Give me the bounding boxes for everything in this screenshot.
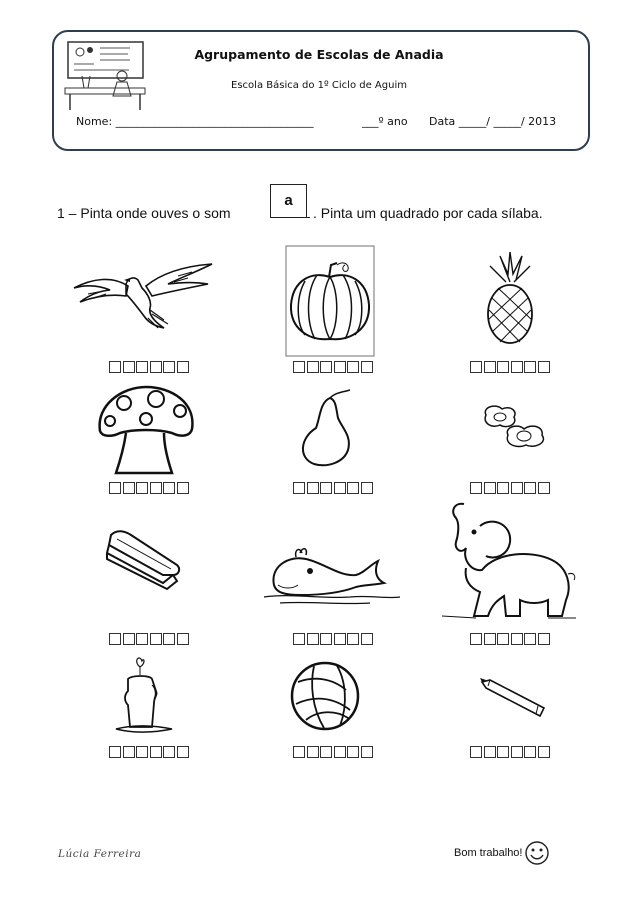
syllable-box[interactable] <box>524 633 536 645</box>
syllable-box[interactable] <box>307 482 319 494</box>
whale-icon <box>260 545 402 607</box>
syllable-boxes-ball[interactable] <box>293 746 374 758</box>
pineapple-icon <box>480 252 540 344</box>
syllable-box[interactable] <box>470 361 482 373</box>
syllable-box[interactable] <box>163 633 175 645</box>
stapler-icon <box>103 527 183 591</box>
syllable-box[interactable] <box>109 482 121 494</box>
syllable-box[interactable] <box>511 633 523 645</box>
syllable-box[interactable] <box>150 633 162 645</box>
eagle-icon <box>68 258 216 333</box>
syllable-box[interactable] <box>470 633 482 645</box>
syllable-box[interactable] <box>484 482 496 494</box>
syllable-box[interactable] <box>177 361 189 373</box>
syllable-box[interactable] <box>123 746 135 758</box>
syllable-box[interactable] <box>347 361 359 373</box>
syllable-box[interactable] <box>163 361 175 373</box>
syllable-box[interactable] <box>177 633 189 645</box>
syllable-box[interactable] <box>511 482 523 494</box>
syllable-box[interactable] <box>109 633 121 645</box>
syllable-box[interactable] <box>136 482 148 494</box>
name-field[interactable]: Nome: ____________________________________ <box>76 115 314 128</box>
closing-text: Bom trabalho! <box>454 847 523 859</box>
syllable-box[interactable] <box>347 633 359 645</box>
sound-underline <box>270 217 310 218</box>
fried-eggs-icon <box>478 405 550 449</box>
target-sound-box: a <box>270 184 307 218</box>
syllable-box[interactable] <box>307 633 319 645</box>
syllable-box[interactable] <box>484 633 496 645</box>
syllable-box[interactable] <box>538 361 550 373</box>
syllable-box[interactable] <box>524 361 536 373</box>
school-group-title: Agrupamento de Escolas de Anadia <box>194 47 444 62</box>
syllable-box[interactable] <box>361 746 373 758</box>
syllable-boxes-eagle[interactable] <box>109 361 190 373</box>
syllable-box[interactable] <box>177 746 189 758</box>
syllable-boxes-mushroom[interactable] <box>109 482 190 494</box>
syllable-box[interactable] <box>320 746 332 758</box>
syllable-box[interactable] <box>293 361 305 373</box>
syllable-box[interactable] <box>470 482 482 494</box>
syllable-box[interactable] <box>334 746 346 758</box>
syllable-box[interactable] <box>293 633 305 645</box>
syllable-box[interactable] <box>538 482 550 494</box>
instruction-text: 1 – Pinta onde ouves o som <box>57 205 231 221</box>
pear-icon <box>294 388 356 468</box>
syllable-box[interactable] <box>320 633 332 645</box>
syllable-box[interactable] <box>163 746 175 758</box>
syllable-box[interactable] <box>163 482 175 494</box>
syllable-box[interactable] <box>347 482 359 494</box>
syllable-box[interactable] <box>347 746 359 758</box>
syllable-boxes-elephant[interactable] <box>470 633 551 645</box>
syllable-box[interactable] <box>177 482 189 494</box>
syllable-box[interactable] <box>511 361 523 373</box>
syllable-boxes-pear[interactable] <box>293 482 374 494</box>
syllable-box[interactable] <box>497 633 509 645</box>
syllable-box[interactable] <box>538 746 550 758</box>
school-name: Escola Básica do 1º Ciclo de Aguim <box>231 80 407 91</box>
date-field[interactable]: Data _____/ _____/ 2013 <box>429 115 557 128</box>
syllable-boxes-pumpkin[interactable] <box>293 361 374 373</box>
syllable-box[interactable] <box>538 633 550 645</box>
syllable-box[interactable] <box>497 361 509 373</box>
syllable-box[interactable] <box>334 361 346 373</box>
syllable-box[interactable] <box>136 746 148 758</box>
grade-field[interactable]: ___º ano <box>362 115 408 128</box>
syllable-boxes-pineapple[interactable] <box>470 361 551 373</box>
syllable-box[interactable] <box>511 746 523 758</box>
syllable-box[interactable] <box>150 746 162 758</box>
syllable-box[interactable] <box>109 361 121 373</box>
syllable-box[interactable] <box>334 633 346 645</box>
syllable-box[interactable] <box>334 482 346 494</box>
syllable-box[interactable] <box>136 361 148 373</box>
syllable-box[interactable] <box>361 361 373 373</box>
syllable-box[interactable] <box>123 482 135 494</box>
syllable-boxes-pencil[interactable] <box>470 746 551 758</box>
pencil-icon <box>478 676 548 720</box>
syllable-box[interactable] <box>307 361 319 373</box>
syllable-box[interactable] <box>484 361 496 373</box>
syllable-box[interactable] <box>524 482 536 494</box>
pumpkin-icon <box>285 245 375 357</box>
syllable-box[interactable] <box>470 746 482 758</box>
syllable-box[interactable] <box>293 482 305 494</box>
syllable-box[interactable] <box>361 633 373 645</box>
syllable-box[interactable] <box>150 482 162 494</box>
syllable-box[interactable] <box>320 482 332 494</box>
syllable-box[interactable] <box>320 361 332 373</box>
syllable-box[interactable] <box>307 746 319 758</box>
smiley-icon <box>524 840 550 871</box>
syllable-box[interactable] <box>524 746 536 758</box>
syllable-box[interactable] <box>293 746 305 758</box>
syllable-box[interactable] <box>150 361 162 373</box>
syllable-box[interactable] <box>484 746 496 758</box>
syllable-box[interactable] <box>497 482 509 494</box>
syllable-box[interactable] <box>123 361 135 373</box>
syllable-box[interactable] <box>497 746 509 758</box>
elephant-icon <box>436 500 578 622</box>
syllable-boxes-fried-eggs[interactable] <box>470 482 551 494</box>
mushroom-icon <box>94 385 198 477</box>
syllable-box[interactable] <box>136 633 148 645</box>
syllable-boxes-stapler[interactable] <box>109 633 190 645</box>
candle-icon <box>112 655 176 735</box>
syllable-boxes-whale[interactable] <box>293 633 374 645</box>
instruction-text-end: . Pinta um quadrado por cada sílaba. <box>313 205 543 221</box>
syllable-boxes-candle[interactable] <box>109 746 190 758</box>
syllable-box[interactable] <box>361 482 373 494</box>
syllable-box[interactable] <box>109 746 121 758</box>
author-signature: Lúcia Ferreira <box>58 848 142 860</box>
ball-icon <box>288 660 362 732</box>
syllable-box[interactable] <box>123 633 135 645</box>
